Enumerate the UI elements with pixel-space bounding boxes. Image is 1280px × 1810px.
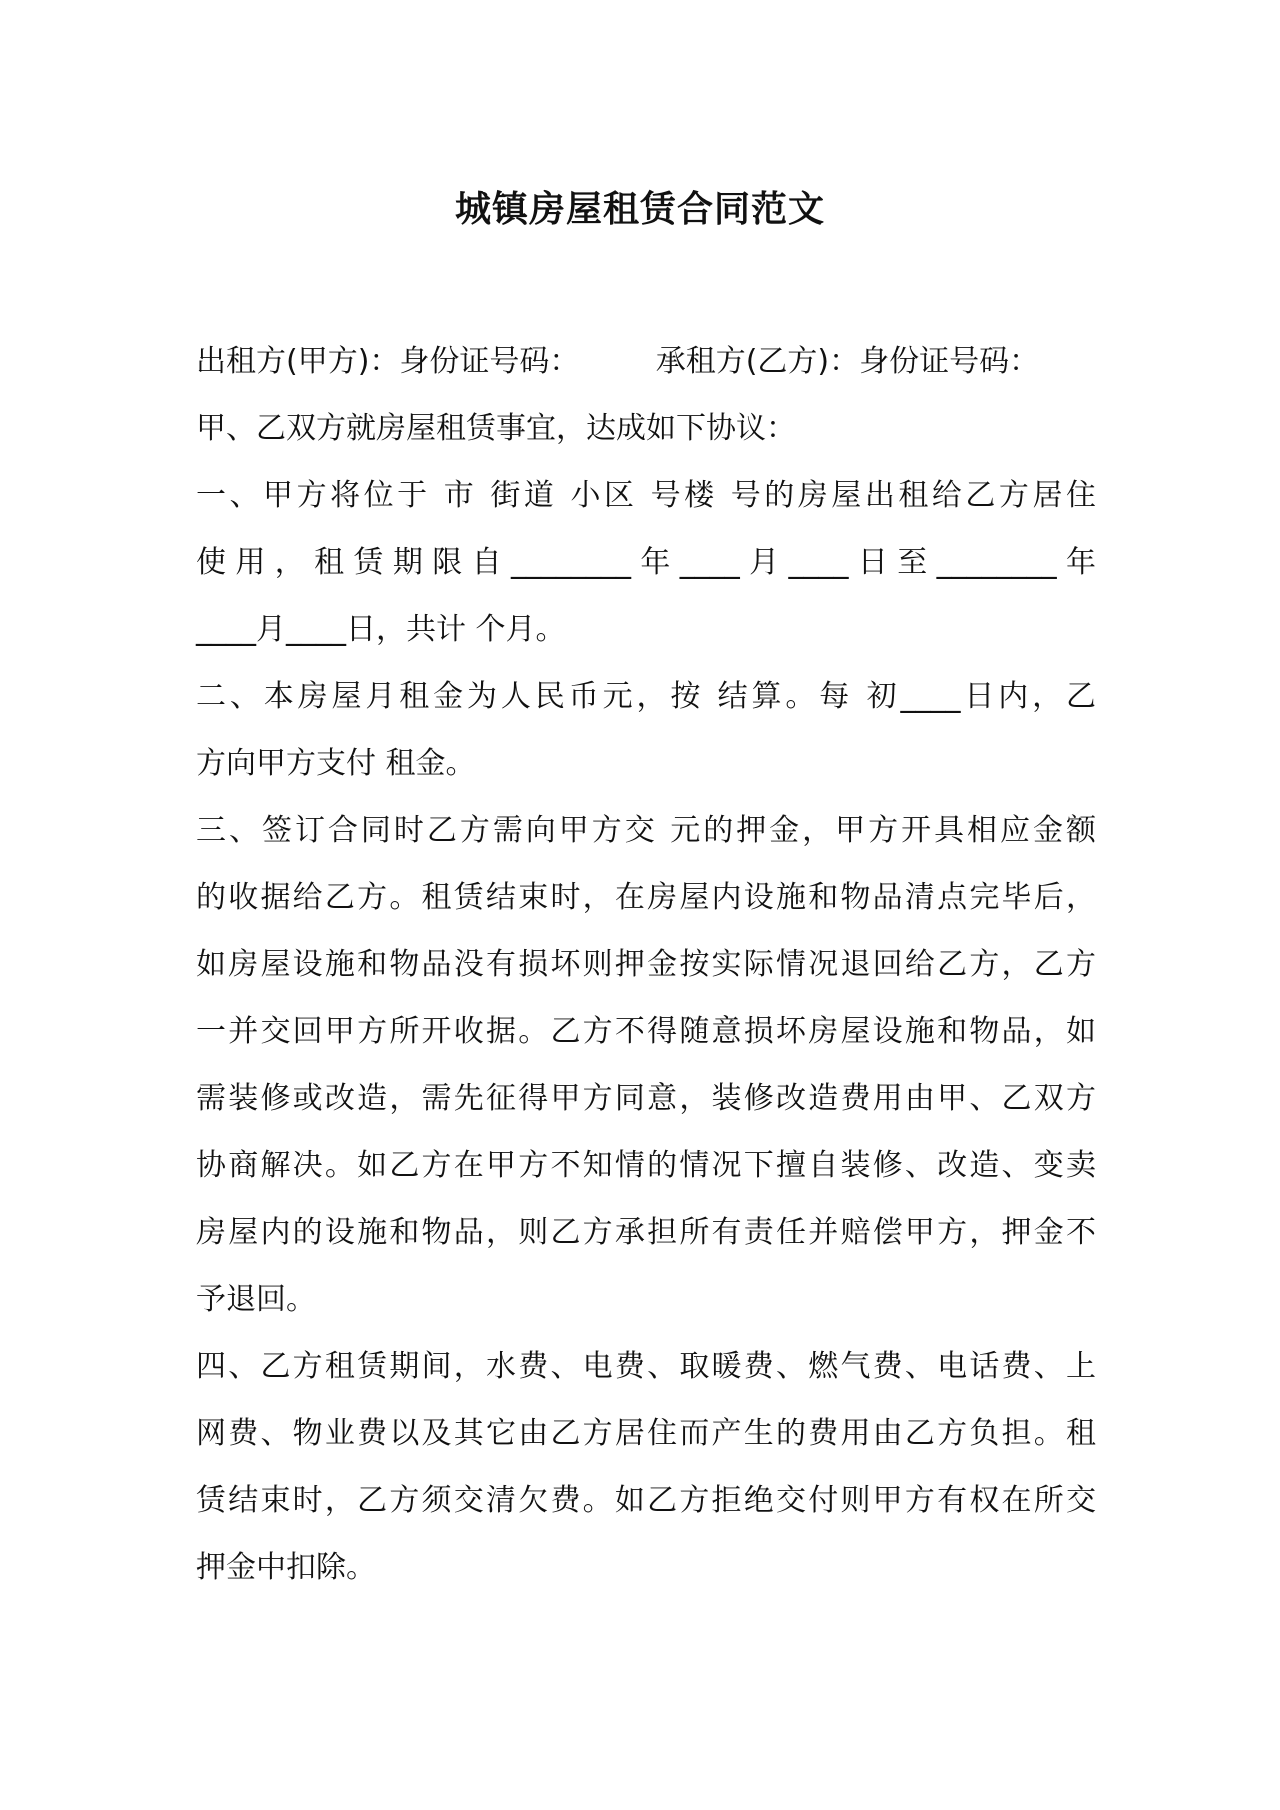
clause-3-line: 需装修或改造，需先征得甲方同意，装修改造费用由甲、乙双方	[196, 1081, 1096, 1116]
clause-3-line: 三、签订合同时乙方需向甲方交 元的押金，甲方开具相应金额	[196, 813, 1096, 848]
clause-4-line: 四、乙方租赁期间，水费、电费、取暖费、燃气费、电话费、上	[196, 1349, 1096, 1384]
clause-2-line: 二、本房屋月租金为人民币元，按 结算。每 初____日内，乙	[196, 679, 1096, 714]
clause-4-line: 押金中扣除。	[196, 1550, 376, 1585]
clause-4-line: 网费、物业费以及其它由乙方居住而产生的费用由乙方负担。租	[196, 1416, 1096, 1451]
clause-3-line: 协商解决。如乙方在甲方不知情的情况下擅自装修、改造、变卖	[196, 1148, 1096, 1183]
clause-4-line: 赁结束时，乙方须交清欠费。如乙方拒绝交付则甲方有权在所交	[196, 1483, 1096, 1518]
agreement-intro-line: 甲、乙双方就房屋租赁事宜，达成如下协议：	[196, 411, 796, 446]
clause-3-line: 的收据给乙方。租赁结束时，在房屋内设施和物品清点完毕后，	[196, 880, 1096, 915]
clause-3-line: 如房屋设施和物品没有损坏则押金按实际情况退回给乙方，乙方	[196, 947, 1096, 982]
clause-1-line: ____月____日，共计 个月。	[196, 612, 566, 647]
clause-3-line: 一并交回甲方所开收据。乙方不得随意损坏房屋设施和物品，如	[196, 1014, 1096, 1049]
clause-1-line: 一、甲方将位于 市 街道 小区 号楼 号的房屋出租给乙方居住	[196, 478, 1096, 513]
document-body	[196, 328, 1096, 1601]
clause-2-line: 方向甲方支付 租金。	[196, 746, 476, 781]
clause-1-line: 使用，租赁期限自________年____月____日至________年	[196, 545, 1096, 580]
clause-3-line: 房屋内的设施和物品，则乙方承担所有责任并赔偿甲方，押金不	[196, 1215, 1096, 1250]
clause-3-line: 予退回。	[196, 1282, 316, 1317]
document-title: 城镇房屋租赁合同范文	[454, 189, 825, 230]
party-info-line: 出租方(甲方)：身份证号码： 承租方(乙方)：身份证号码：	[196, 344, 1040, 379]
